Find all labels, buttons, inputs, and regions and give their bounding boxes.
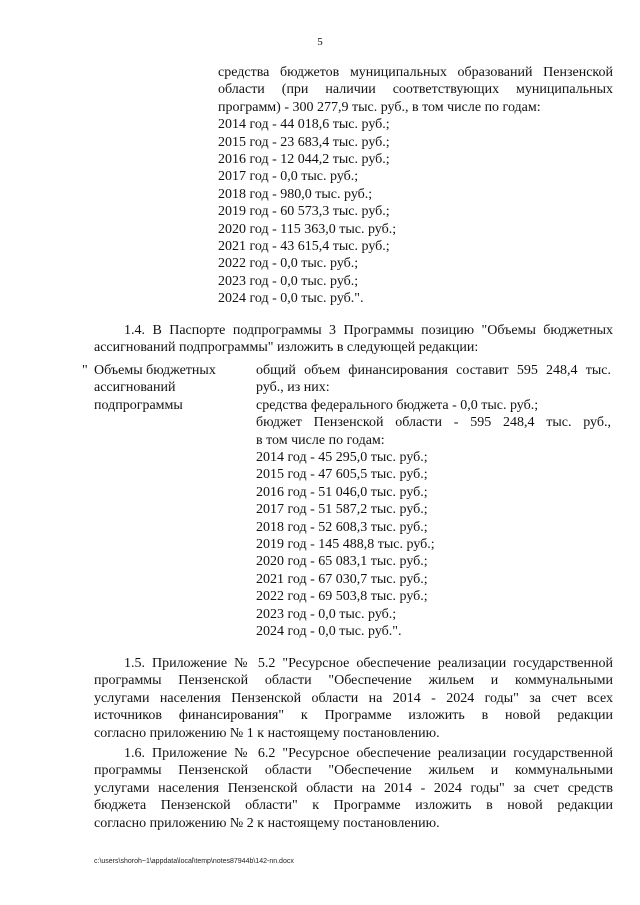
label-line: ассигнований: [94, 380, 176, 396]
year-line: 2022 год - 0,0 тыс. руб.;: [218, 256, 359, 272]
text-line: согласно приложению № 2 к настоящему постановлению.: [94, 815, 440, 831]
paragraph-1-5: [94, 655, 613, 742]
text-line: программы Пензенской области "Обеспечение жильем и коммунальными: [94, 673, 613, 689]
year-line: 2018 год - 980,0 тыс. руб.;: [218, 186, 373, 202]
year-line: 2017 год - 0,0 тыс. руб.;: [218, 169, 359, 185]
year-line: 2014 год - 44 018,6 тыс. руб.;: [218, 117, 390, 133]
text-line: 1.5. Приложение № 5.2 "Ресурсное обеспечение реализации государственной: [124, 656, 613, 671]
table-label-cell: [94, 362, 232, 414]
year-line: 2018 год - 52 608,3 тыс. руб.;: [256, 519, 428, 535]
year-line: 2019 год - 60 573,3 тыс. руб.;: [218, 204, 390, 220]
year-line: 2021 год - 43 615,4 тыс. руб.;: [218, 239, 390, 255]
value-line: средства федерального бюджета - 0,0 тыс. руб.;: [256, 397, 539, 413]
year-line: 2017 год - 51 587,2 тыс. руб.;: [256, 502, 428, 518]
text-line: источников финансирования" к Программе изложить в новой редакции: [94, 708, 613, 724]
text-line: услугами населения Пензенской области на 2014 - 2024 годы" за счет всех: [94, 690, 613, 706]
table-value-cell: [256, 362, 611, 641]
year-line: 2024 год - 0,0 тыс. руб.".: [256, 624, 402, 640]
year-line: 2019 год - 145 488,8 тыс. руб.;: [256, 537, 435, 553]
text-line: бюджета Пензенской области" к Программе изложить в новой редакции: [94, 798, 613, 814]
label-line: подпрограммы: [94, 397, 183, 413]
year-line: 2016 год - 51 046,0 тыс. руб.;: [256, 484, 428, 500]
value-line: общий объем финансирования составит 595 248,4 тыс.: [256, 363, 611, 378]
text-line: 1.4. В Паспорте подпрограммы 3 Программы позицию "Объемы бюджетных: [124, 323, 613, 338]
label-line: Объемы бюджетных: [94, 363, 216, 378]
year-line: 2015 год - 23 683,4 тыс. руб.;: [218, 134, 390, 150]
opening-quote: ": [82, 363, 88, 378]
year-line: 2015 год - 47 605,5 тыс. руб.;: [256, 467, 428, 483]
year-line: 2023 год - 0,0 тыс. руб.;: [218, 273, 359, 289]
page-number: 5: [317, 36, 323, 48]
year-line: 2020 год - 65 083,1 тыс. руб.;: [256, 554, 428, 570]
text-line: ассигнований подпрограммы" изложить в следующей редакции:: [94, 340, 479, 356]
value-line: бюджет Пензенской области - 595 248,4 тыс. руб.,: [256, 415, 611, 431]
text-line: 1.6. Приложение № 6.2 "Ресурсное обеспечение реализации государственной: [124, 746, 613, 761]
text-line: услугами населения Пензенской области на 2014 - 2024 годы" за счет средств: [94, 780, 613, 796]
paragraph-1-4: [94, 322, 613, 357]
text-line: области (при наличии соответствующих муниципальных: [218, 82, 613, 98]
value-line: в том числе по годам:: [256, 432, 385, 448]
text-line: программ) - 300 277,9 тыс. руб., в том числе по годам:: [218, 99, 541, 115]
year-line: 2016 год - 12 044,2 тыс. руб.;: [218, 152, 390, 168]
year-line: 2020 год - 115 363,0 тыс. руб.;: [218, 221, 397, 237]
file-path-footer: c:\users\shoroh~1\appdata\local\temp\notes87944b\142-nn.docx: [94, 858, 294, 865]
year-line: 2014 год - 45 295,0 тыс. руб.;: [256, 450, 428, 466]
year-line: 2023 год - 0,0 тыс. руб.;: [256, 606, 397, 622]
year-line: 2021 год - 67 030,7 тыс. руб.;: [256, 571, 428, 587]
year-line: 2024 год - 0,0 тыс. руб.".: [218, 291, 364, 307]
municipal-budget-block: [218, 64, 613, 308]
paragraph-1-6: [94, 745, 613, 832]
text-line: средства бюджетов муниципальных образований Пензенской: [218, 65, 613, 80]
year-line: 2022 год - 69 503,8 тыс. руб.;: [256, 589, 428, 605]
value-line: руб., из них:: [256, 380, 330, 396]
text-line: согласно приложению № 1 к настоящему постановлению.: [94, 725, 440, 741]
text-line: программы Пензенской области "Обеспечение жильем и коммунальными: [94, 763, 613, 779]
